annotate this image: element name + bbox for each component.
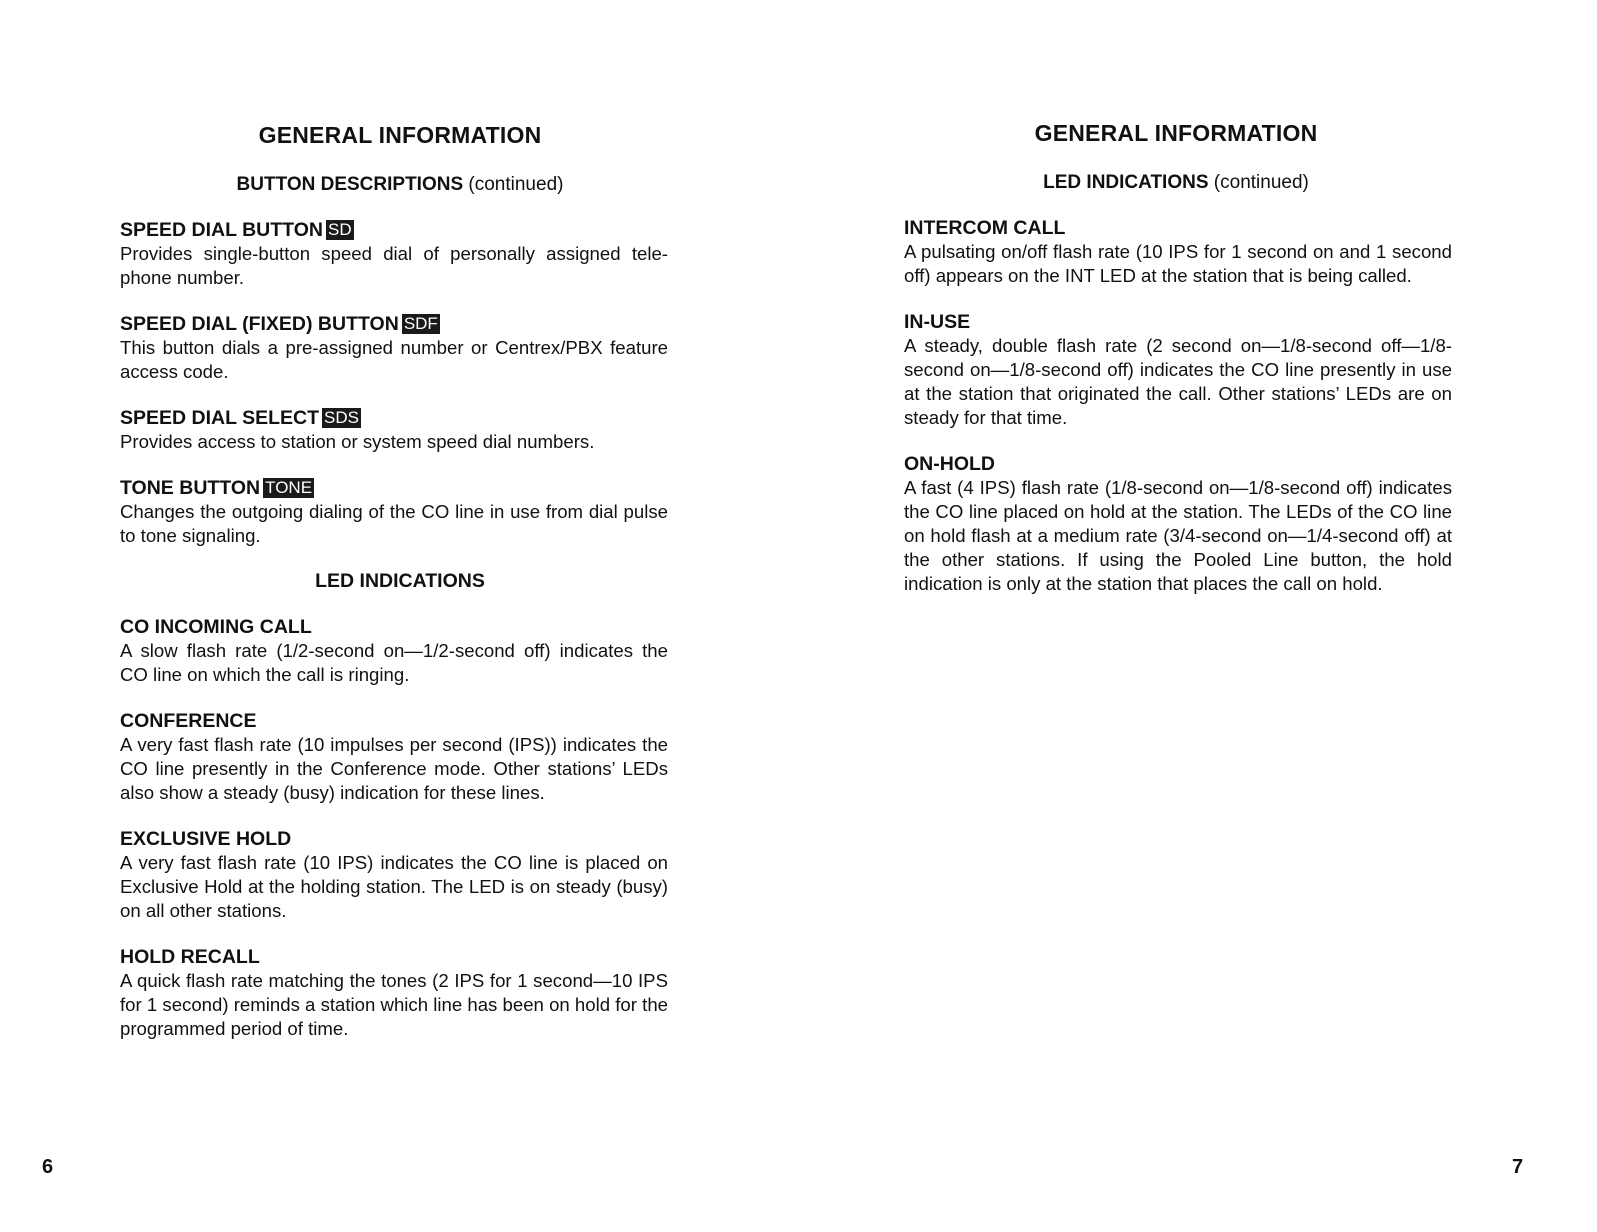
entry-title-text: SPEED DIAL SELECT: [120, 407, 320, 429]
section-heading: [120, 174, 680, 196]
entry-title: INTERCOM CALL: [904, 217, 1066, 239]
button-entry-speed-dial-select: [120, 406, 668, 454]
page-title: GENERAL INFORMATION: [258, 122, 542, 148]
led-indications-heading: LED INDICATIONS: [315, 570, 485, 592]
left-page: [0, 0, 798, 1232]
page-number: 6: [42, 1156, 54, 1178]
entry-body: Provides access to station or system speed dial numbers.: [120, 431, 595, 452]
key-badge-sds: SDS: [324, 408, 359, 427]
entry-body: A pulsating on/off flash rate (10 IPS for 1 second on and 1 second off) appears on the INT LED at the station that is being called.: [904, 241, 1452, 286]
entry-body: A quick flash rate matching the tones (2 IPS for 1 second—10 IPS for 1 second) reminds a station which line has been on hold for the programmed period of time.: [120, 970, 668, 1039]
entry-title: [120, 218, 668, 242]
right-entries: [904, 216, 1452, 618]
entry-title-text: SPEED DIAL (FIXED) BUTTON: [120, 313, 399, 335]
entry-title: HOLD RECALL: [120, 946, 260, 968]
led-entry-co-incoming-call: [120, 615, 668, 687]
led-entry-hold-recall: [120, 945, 668, 1041]
entry-title-text: TONE BUTTON: [120, 477, 261, 499]
led-entry-conference: [120, 709, 668, 805]
entry-body: A slow flash rate (1/2-second on—1/2-second off) indicates the CO line on which the call is ringing.: [120, 640, 668, 685]
entry-title: [120, 312, 668, 336]
entry-body: Provides single-button speed dial of personally assigned tele-phone number.: [120, 243, 668, 288]
entry-title: CO INCOMING CALL: [120, 616, 312, 638]
entry-body: A steady, double flash rate (2 second on—1/8-second off—1/8-second on—1/8-second off) indicates the CO line presently in use at the station that originated the call. Other stations’ LEDs are on steady for that time.: [904, 335, 1452, 428]
led-entry-exclusive-hold: [120, 827, 668, 923]
led-entry-on-hold: [904, 452, 1452, 596]
entry-title: EXCLUSIVE HOLD: [120, 828, 292, 850]
key-badge-sd: SD: [327, 220, 352, 239]
section-heading: [896, 172, 1456, 194]
entry-body: A very fast flash rate (10 IPS) indicates the CO line is placed on Exclusive Hold at the holding station. The LED is on steady (busy) on all other stations.: [120, 852, 668, 921]
entry-title: IN-USE: [904, 311, 971, 333]
section-heading-bold: BUTTON DESCRIPTIONS: [236, 174, 464, 195]
entry-title: CONFERENCE: [120, 710, 257, 732]
button-entry-speed-dial: [120, 218, 668, 290]
section-heading-suffix: (continued): [463, 174, 564, 195]
entry-body: A very fast flash rate (10 impulses per second (IPS)) indicates the CO line presently in the Conference mode. Other stations’ LEDs also show a steady (busy) indication for these lines.: [120, 734, 668, 803]
button-entry-speed-dial-fixed: [120, 312, 668, 384]
section-heading-suffix: (continued): [1208, 172, 1309, 193]
left-entries: [120, 218, 668, 1063]
led-entry-in-use: [904, 310, 1452, 430]
led-entry-intercom-call: [904, 216, 1452, 288]
section-heading-bold: LED INDICATIONS: [1043, 172, 1209, 193]
page-number: 7: [1512, 1156, 1524, 1178]
entry-body: A fast (4 IPS) flash rate (1/8-second on—1/8-second off) indicates the CO line placed on hold at the station. The LEDs of the CO line on hold flash at a medium rate (3/4-second on—1/4-second off) at the other stations. If using the Pooled Line button, the hold indication is only at the station that places the call on hold.: [904, 477, 1452, 594]
page-title: GENERAL INFORMATION: [1034, 120, 1318, 146]
entry-title: ON-HOLD: [904, 453, 995, 475]
button-entry-tone: [120, 476, 668, 548]
entry-body: This button dials a pre-assigned number or Centrex/PBX feature access code.: [120, 337, 668, 382]
entry-body: Changes the outgoing dialing of the CO line in use from dial pulse to tone signaling.: [120, 501, 668, 546]
key-badge-sdf: SDF: [403, 314, 438, 333]
key-badge-tone: TONE: [265, 478, 313, 497]
right-page: [798, 0, 1597, 1232]
entry-title: [120, 476, 668, 500]
entry-title-text: SPEED DIAL BUTTON: [120, 219, 323, 241]
entry-title: [120, 406, 668, 430]
